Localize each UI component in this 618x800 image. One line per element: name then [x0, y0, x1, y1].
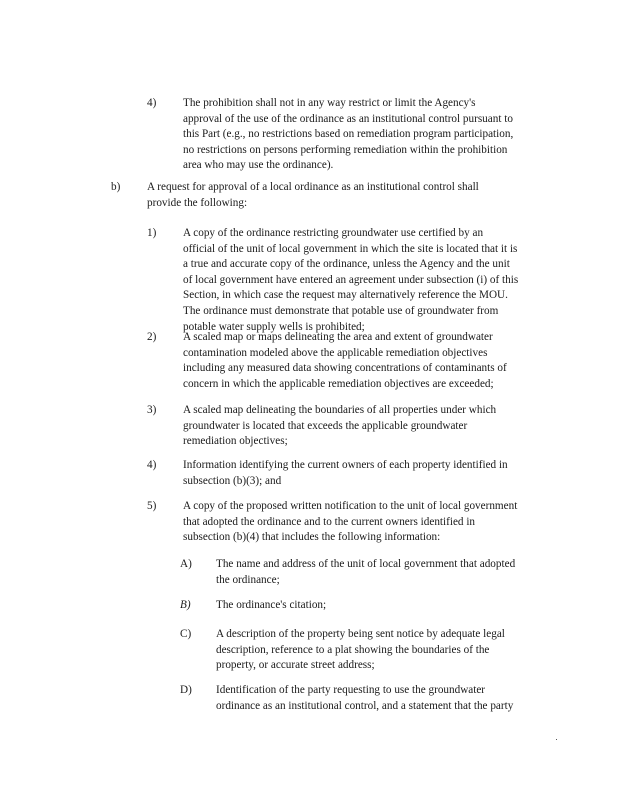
- text-line: of local government have entered an agreement under subsection (i) of this: [183, 273, 519, 286]
- text-line: A scaled map delineating the boundaries of all properties under which: [183, 404, 497, 416]
- section-label: b): [111, 181, 121, 193]
- text-line: Identification of the party requesting to use the groundwater: [216, 684, 486, 696]
- item-text: [183, 226, 518, 335]
- subitem-label: C): [180, 628, 192, 640]
- text-line: A scaled map or maps delineating the area and extent of groundwater: [183, 331, 493, 343]
- item-text: [183, 403, 496, 450]
- text-line: A copy of the ordinance restricting groundwater use certified by an: [183, 227, 484, 239]
- text-line: a true and accurate copy of the ordinance, unless the Agency and the unit: [183, 258, 510, 271]
- text-line: the ordinance;: [216, 573, 280, 586]
- item-label: 4): [147, 97, 157, 109]
- subitem-text: [216, 557, 515, 588]
- text-line: A copy of the proposed written notification to the unit of local government: [183, 500, 518, 512]
- item-label: 2): [147, 331, 157, 343]
- item-text: [183, 330, 507, 392]
- subitem-label: B): [180, 599, 191, 611]
- scan-speck: [556, 739, 557, 740]
- item-label: 3): [147, 404, 157, 416]
- item-label: 4): [147, 459, 157, 471]
- text-line: potable water supply wells is prohibited;: [183, 320, 365, 333]
- text-line: no restrictions on persons performing remediation within the prohibition: [183, 143, 508, 156]
- text-line: property, or accurate street address;: [216, 659, 375, 672]
- text-line: Information identifying the current owners of each property identified in: [183, 459, 508, 471]
- text-line: approval of the use of the ordinance as an institutional control pursuant to: [183, 112, 513, 125]
- subitem-label: A): [180, 558, 192, 570]
- subitem-label: D): [180, 684, 192, 696]
- text-line: that adopted the ordinance and to the current owners identified in: [183, 515, 476, 528]
- text-line: The prohibition shall not in any way restrict or limit the Agency's: [183, 97, 476, 109]
- text-line: The ordinance's citation;: [216, 599, 327, 611]
- item-text: [183, 96, 513, 174]
- text-line: concern in which the applicable remediation objectives are exceeded;: [183, 377, 494, 390]
- item-text: [183, 499, 517, 546]
- text-line: subsection (b)(4) that includes the following information:: [183, 531, 441, 544]
- text-line: provide the following:: [147, 196, 248, 209]
- text-line: contamination modeled above the applicable remediation objectives: [183, 346, 488, 359]
- text-line: A request for approval of a local ordinance as an institutional control shall: [147, 181, 479, 193]
- text-line: ordinance as an institutional control, and a statement that the party: [216, 699, 514, 712]
- text-line: description, reference to a plat showing the boundaries of the: [216, 643, 490, 656]
- text-line: this Part (e.g., no restrictions based on remediation program participation,: [183, 128, 514, 141]
- item-label: 1): [147, 227, 157, 239]
- subitem-text: [216, 683, 513, 714]
- text-line: The ordinance must demonstrate that potable use of groundwater from: [183, 304, 499, 317]
- text-line: The name and address of the unit of local government that adopted: [216, 558, 516, 570]
- text-line: subsection (b)(3); and: [183, 474, 282, 487]
- subitem-text: [216, 598, 326, 614]
- text-line: area who may use the ordinance).: [183, 159, 334, 172]
- item-label: 5): [147, 500, 157, 512]
- text-line: groundwater is located that exceeds the applicable groundwater: [183, 419, 468, 432]
- text-line: A description of the property being sent notice by adequate legal: [216, 628, 505, 640]
- text-line: official of the unit of local government in which the site is located that it is: [183, 242, 518, 255]
- text-line: including any measured data showing concentrations of contaminants of: [183, 362, 507, 375]
- item-text: [183, 458, 508, 489]
- subitem-text: [216, 627, 505, 674]
- section-text: [147, 180, 479, 211]
- text-line: Section, in which case the request may alternatively reference the MOU.: [183, 289, 508, 302]
- text-line: remediation objectives;: [183, 435, 288, 448]
